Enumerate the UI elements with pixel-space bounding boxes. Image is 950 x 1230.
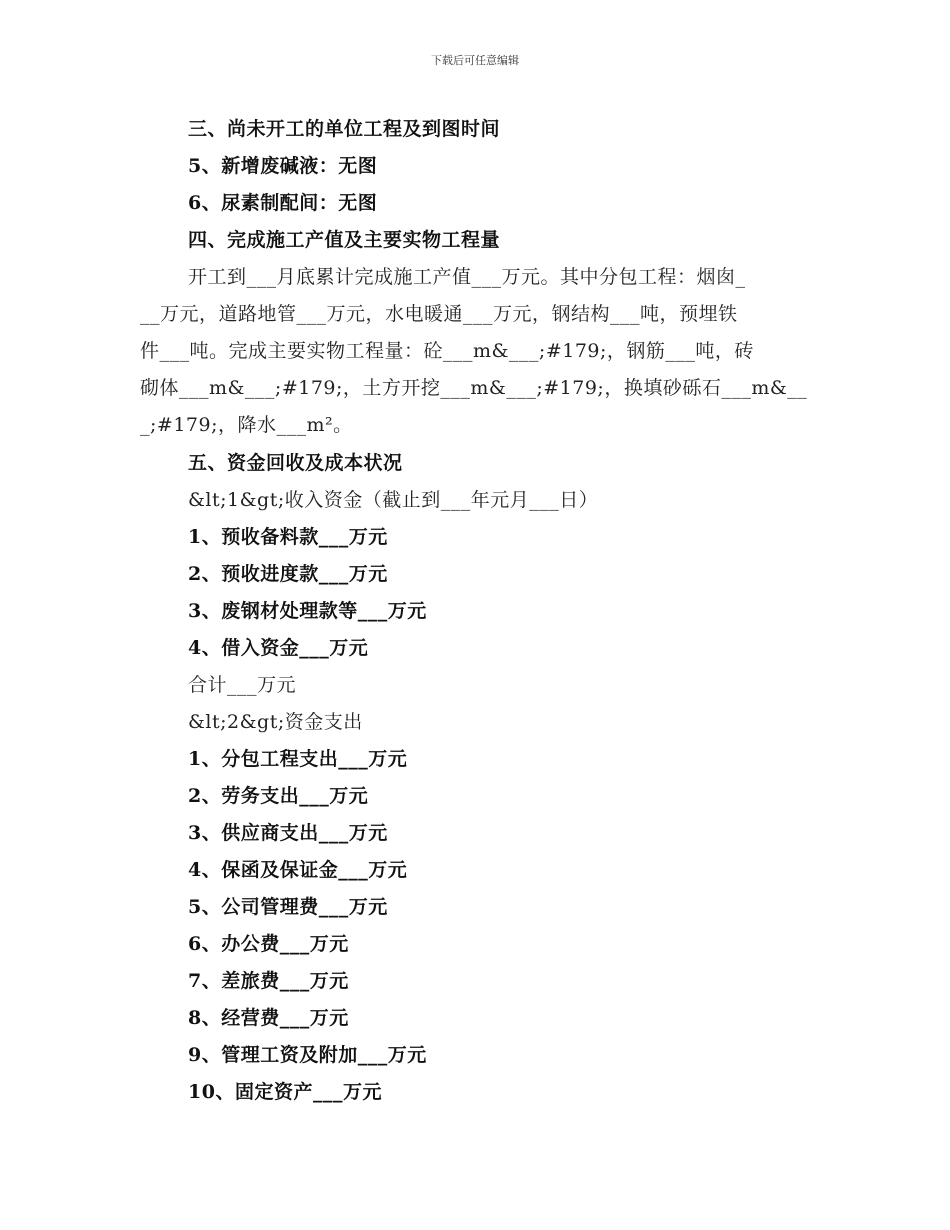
- section-3-heading: 三、尚未开工的单位工程及到图时间: [188, 118, 501, 140]
- page-header: 下载后可任意编辑: [431, 54, 519, 67]
- paragraph-line: __万元，道路地管___万元，水电暖通___万元，钢结构___吨，预埋铁: [140, 303, 738, 325]
- section-4-heading: 四、完成施工产值及主要实物工程量: [188, 229, 501, 251]
- list-item: 8、经营费___万元: [188, 1007, 349, 1029]
- list-item: 3、供应商支出___万元: [188, 822, 388, 844]
- paragraph-line: 砌体___m&___;#179;，土方开挖___m&___;#179;，换填砂砾石___m&__: [140, 377, 808, 399]
- list-item: 6、尿素制配间：无图: [188, 192, 378, 214]
- list-item: 4、保函及保证金___万元: [188, 859, 408, 881]
- paragraph-line: _;#179;，降水___m²。: [140, 414, 353, 436]
- list-item: 2、预收进度款___万元: [188, 563, 388, 585]
- total-line: 合计___万元: [188, 674, 297, 696]
- list-item: 1、分包工程支出___万元: [188, 748, 408, 770]
- list-item: 6、办公费___万元: [188, 933, 349, 955]
- list-item: 10、固定资产___万元: [188, 1081, 382, 1103]
- subsection-heading: &lt;2&gt;资金支出: [188, 711, 363, 733]
- list-item: 5、新增废碱液：无图: [188, 155, 378, 177]
- paragraph-line: 件___吨。完成主要实物工程量：砼___m&___;#179;，钢筋___吨，砖: [140, 340, 754, 362]
- list-item: 5、公司管理费___万元: [188, 896, 388, 918]
- list-item: 3、废钢材处理款等___万元: [188, 600, 427, 622]
- list-item: 2、劳务支出___万元: [188, 785, 369, 807]
- list-item: 1、预收备料款___万元: [188, 526, 388, 548]
- paragraph-line: 开工到___月底累计完成施工产值___万元。其中分包工程：烟囱_: [188, 266, 746, 288]
- list-item: 4、借入资金___万元: [188, 637, 369, 659]
- list-item: 7、差旅费___万元: [188, 970, 349, 992]
- list-item: 9、管理工资及附加___万元: [188, 1044, 427, 1066]
- subsection-heading: &lt;1&gt;收入资金（截止到___年元月___日）: [188, 489, 599, 511]
- section-5-heading: 五、资金回收及成本状况: [188, 452, 403, 474]
